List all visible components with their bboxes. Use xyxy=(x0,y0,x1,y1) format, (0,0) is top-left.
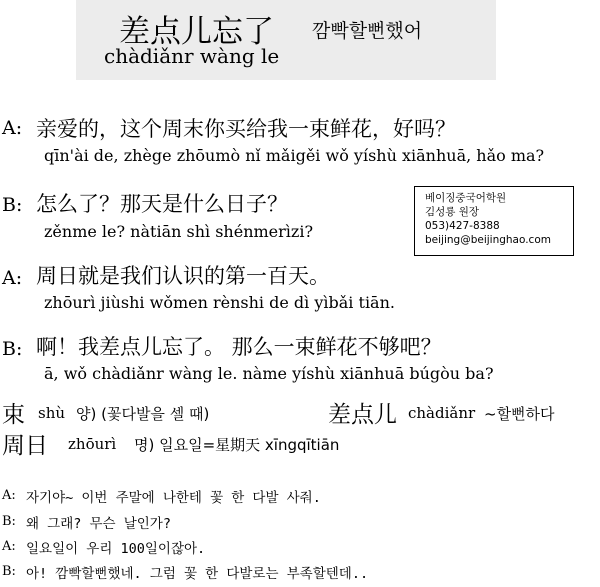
vocab-pinyin-2: chàdiǎnr xyxy=(408,404,476,422)
dialogue-pinyin-3: zhōurì jiùshi wǒmen rènshi de dì yìbǎi tiān. xyxy=(44,293,395,312)
dialogue-chinese-3: 周日就是我们认识的第一百天。 xyxy=(36,264,330,288)
translation-speaker-4: B: xyxy=(2,564,16,579)
vocab-pinyin-3: zhōurì xyxy=(68,435,117,453)
dialogue-speaker-1: A: xyxy=(2,117,23,139)
translation-line-2: 왜 그래? 무슨 날인가? xyxy=(26,516,171,532)
vocab-meaning-3: 명) 일요일=星期天 xīngqītiān xyxy=(134,436,340,454)
vocab-word-2: 差点儿 xyxy=(328,402,397,428)
translation-speaker-2: B: xyxy=(2,514,16,529)
vocab-meaning-1-text: 양) (꽃다발을 셀 때) xyxy=(76,405,210,423)
vocab-pinyin-1: shù xyxy=(38,404,66,422)
card-email: beijing@beijinghao.com xyxy=(425,234,551,246)
translation-line-4: 아! 깜빡할뻔했네. 그럼 꽃 한 다발로는 부족할텐데.. xyxy=(26,566,369,582)
title-chinese: 差点儿忘了 xyxy=(119,14,274,50)
dialogue-pinyin-2: zěnme le? nàtiān shì shénmerìzi? xyxy=(44,222,314,241)
card-phone: 053)427-8388 xyxy=(425,220,500,232)
dialogue-chinese-4: 啊！我差点儿忘了。 那么一束鲜花不够吧？ xyxy=(36,335,442,359)
vocab-word-1: 束 xyxy=(2,402,25,428)
dialogue-speaker-3: A: xyxy=(2,267,23,289)
dialogue-chinese-2: 怎么了？那天是什么日子？ xyxy=(36,192,288,216)
dialogue-pinyin-4: ā, wǒ chàdiǎnr wàng le. nàme yíshù xiānhuā búgòu ba? xyxy=(44,364,494,383)
translation-line-3: 일요일이 우리 100일이잖아. xyxy=(26,541,206,557)
title-korean: 깜빡할뻔했어 xyxy=(312,20,423,42)
card-academy-name: 베이징중국어학원 xyxy=(425,192,507,204)
vocab-meaning-2: ~할뻔하다 xyxy=(484,405,555,423)
title-pinyin: chàdiǎnr wàng le xyxy=(104,44,280,68)
translation-line-1: 자기야~ 이번 주말에 나한테 꽃 한 다발 사줘. xyxy=(26,490,321,506)
vocab-word-3: 周日 xyxy=(2,433,48,459)
card-director: 김성룡 원장 xyxy=(425,206,480,218)
dialogue-chinese-1: 亲爱的，这个周末你买给我一束鲜花，好吗？ xyxy=(36,117,456,141)
academy-card xyxy=(414,186,574,256)
dialogue-speaker-2: B: xyxy=(2,194,23,216)
dialogue-speaker-4: B: xyxy=(2,338,23,360)
title-box xyxy=(76,0,496,80)
translation-speaker-1: A: xyxy=(2,488,16,503)
translation-speaker-3: A: xyxy=(2,539,16,554)
dialogue-pinyin-1: qīn'ài de, zhège zhōumò nǐ mǎigěi wǒ yíshù xiānhuā, hǎo ma? xyxy=(44,146,545,165)
